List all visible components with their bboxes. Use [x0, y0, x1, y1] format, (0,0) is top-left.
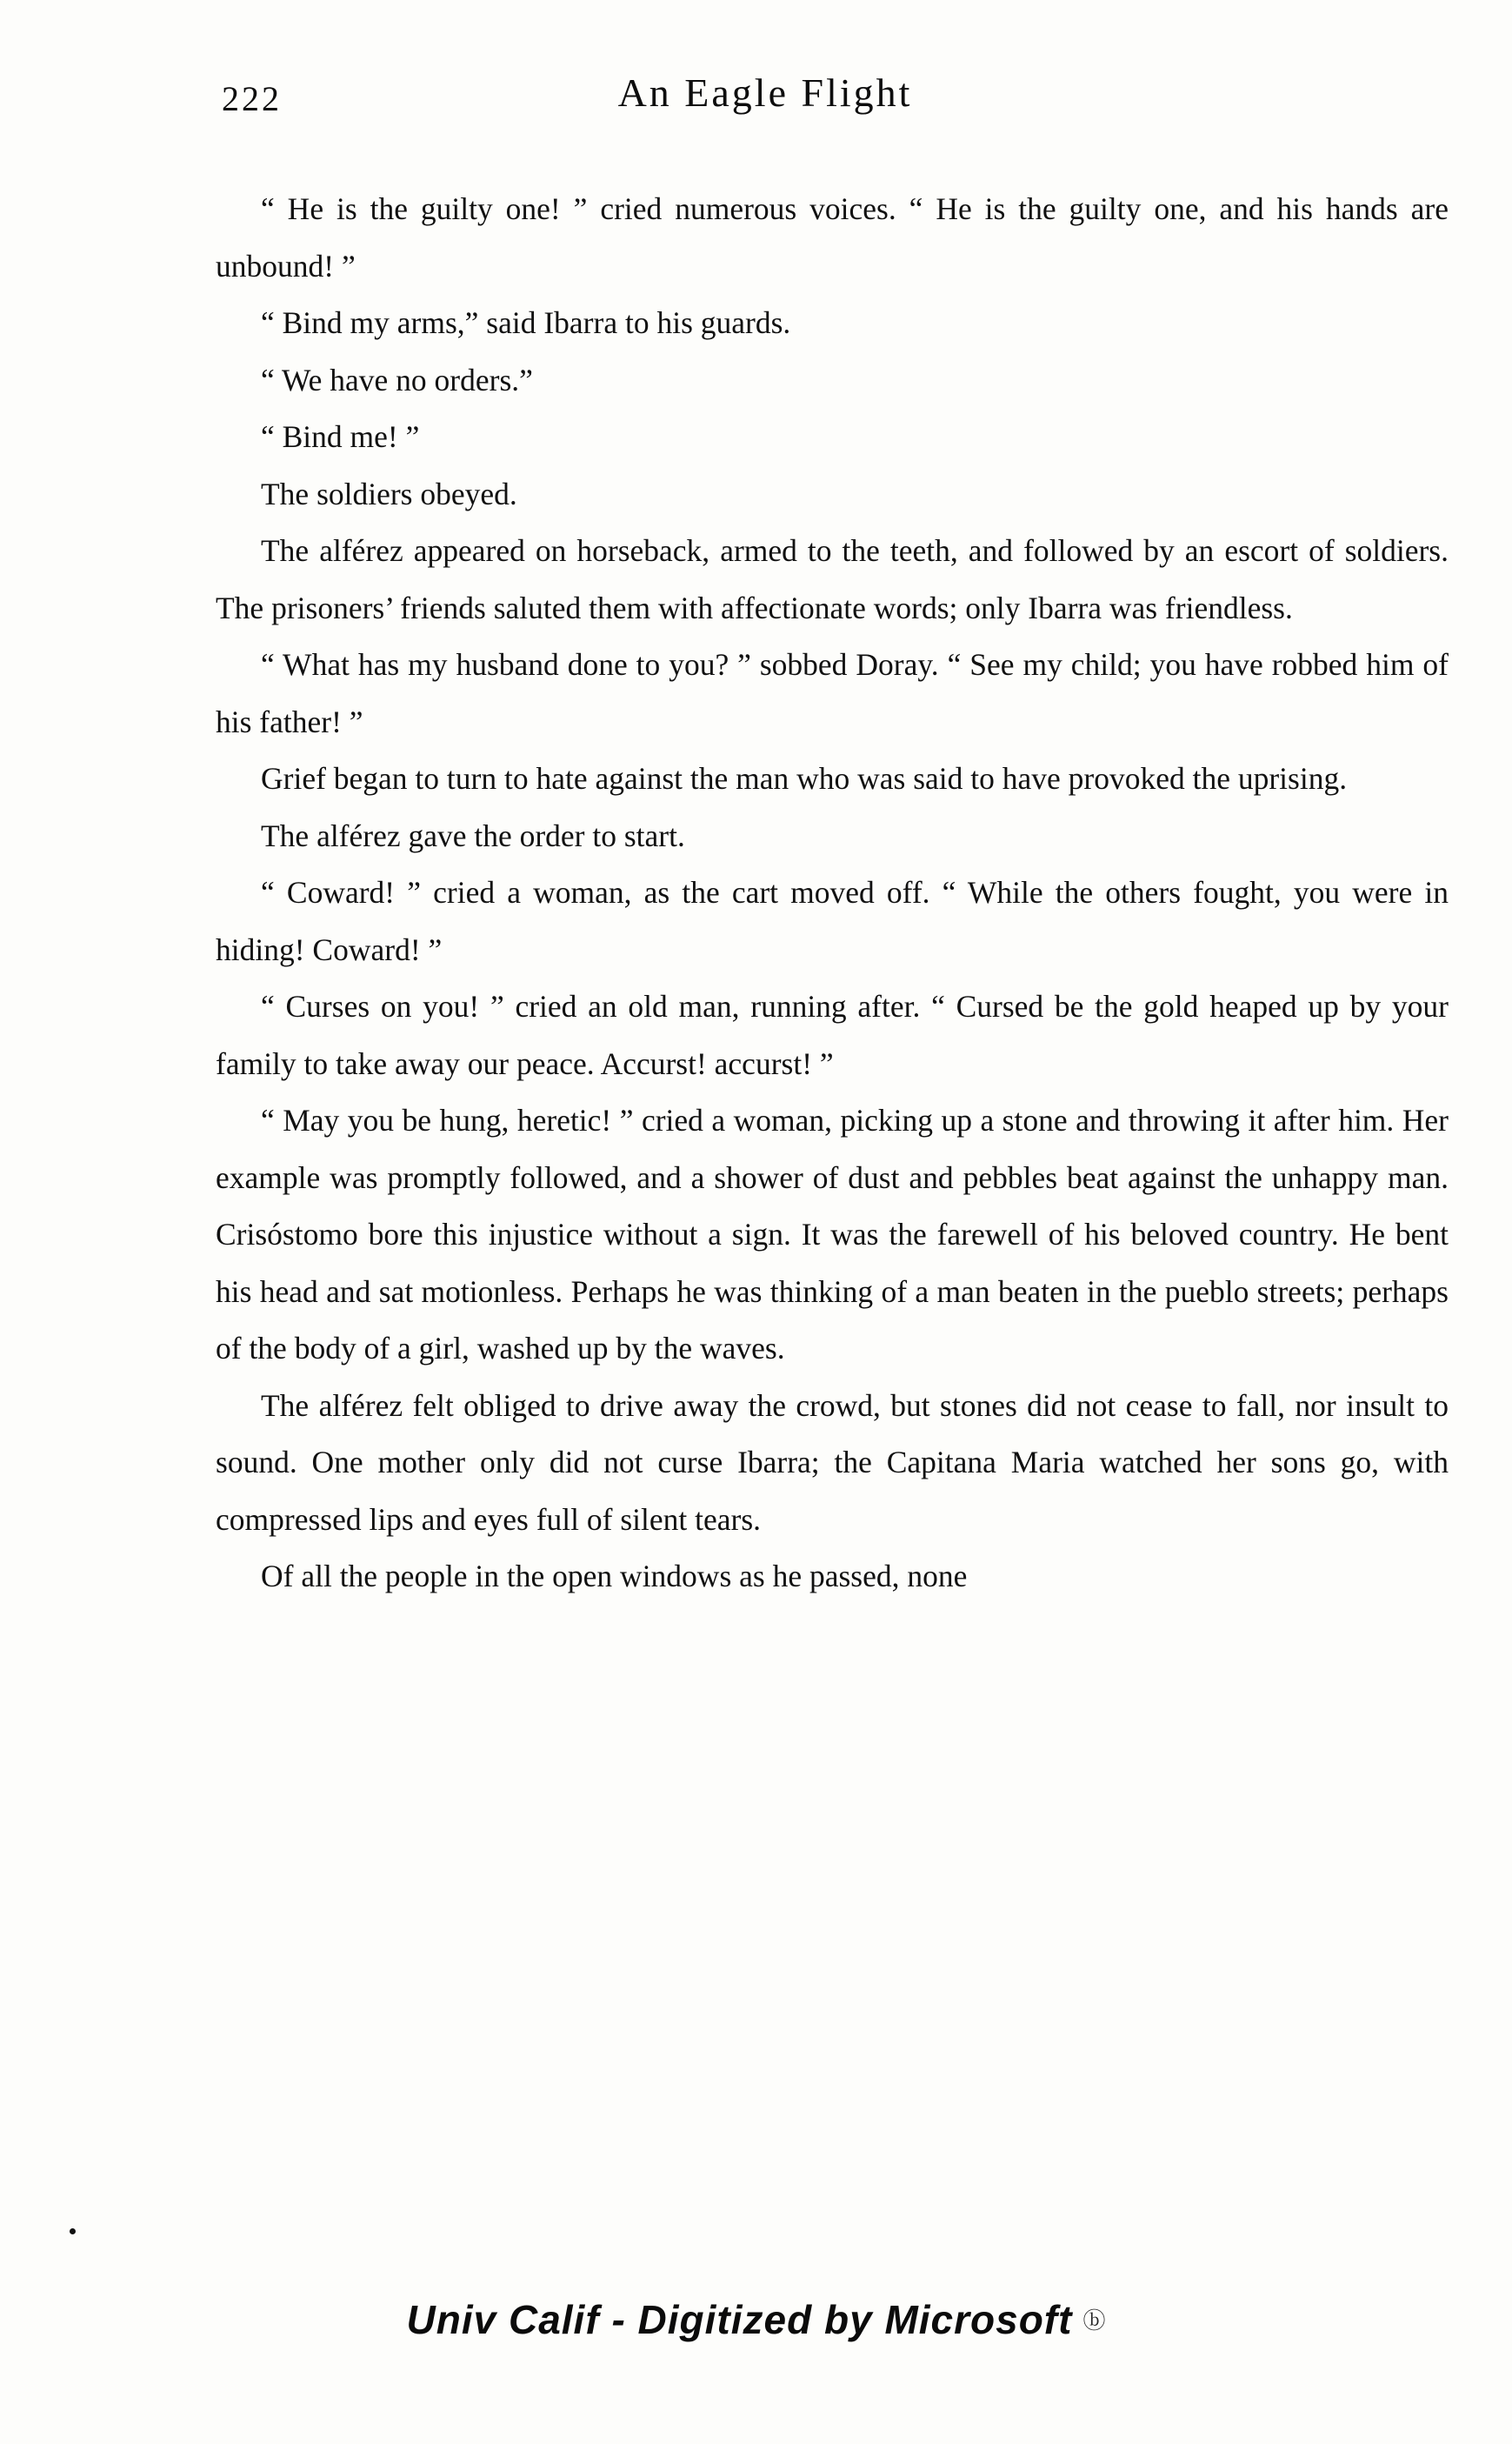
- page-footer: [0, 2296, 1512, 2343]
- paragraph: The alférez gave the order to start.: [261, 818, 685, 853]
- paragraph: “ He is the guilty one! ” cried numerous voices. “ He is the guilty one, and his hands are unbound! ”: [216, 191, 1449, 284]
- paragraph: “ We have no orders.”: [261, 362, 533, 397]
- paragraph: “ Bind me! ”: [261, 419, 420, 454]
- paragraph: “ Coward! ” cried a woman, as the cart moved off. “ While the others fought, you were in hiding! Coward! ”: [216, 875, 1449, 967]
- paragraph: The alférez appeared on horseback, armed to the teeth, and followed by an escort of soldiers. The prisoners’ friends saluted them with affectionate words; only Ibarra was friendless.: [216, 533, 1449, 625]
- page-speck: [70, 2228, 76, 2234]
- running-title: An Eagle Flight: [617, 70, 913, 115]
- paragraph: “ May you be hung, heretic! ” cried a woman, picking up a stone and throwing it after him. Her example was promptly followed, and a shower of dust and pebbles beat against the unhappy man. Crisóstomo bore this injustice without a sign. It was the farewell of his beloved country. He bent his head and sat motionless. Perhaps he was thinking of a man beaten in the pueblo streets; perhaps of the body of a girl, washed up by the waves.: [216, 1103, 1449, 1366]
- paragraph: Grief began to turn to hate against the man who was said to have provoked the uprising.: [261, 761, 1348, 796]
- body-text: [216, 181, 1449, 1606]
- page-header: [222, 70, 1465, 130]
- copyright-mark-icon: ⓑ: [1082, 2307, 1106, 2334]
- paragraph: “ Bind my arms,” said Ibarra to his guards.: [261, 305, 791, 340]
- paragraph: “ What has my husband done to you? ” sobbed Doray. “ See my child; you have robbed him of his father! ”: [216, 647, 1449, 739]
- paragraph: “ Curses on you! ” cried an old man, running after. “ Cursed be the gold heaped up by your family to take away our peace. Accurst! accurst! ”: [216, 989, 1449, 1081]
- paragraph: Of all the people in the open windows as he passed, none: [261, 1559, 968, 1593]
- paragraph: The soldiers obeyed.: [261, 476, 517, 511]
- digitization-credit: Univ Calif - Digitized by Microsoft: [406, 2297, 1073, 2342]
- paragraph: The alférez felt obliged to drive away the crowd, but stones did not cease to fall, nor insult to sound. One mother only did not curse Ibarra; the Capitana Maria watched her sons go, with compressed lips and eyes full of silent tears.: [216, 1387, 1449, 1537]
- page-number: 222: [222, 79, 282, 118]
